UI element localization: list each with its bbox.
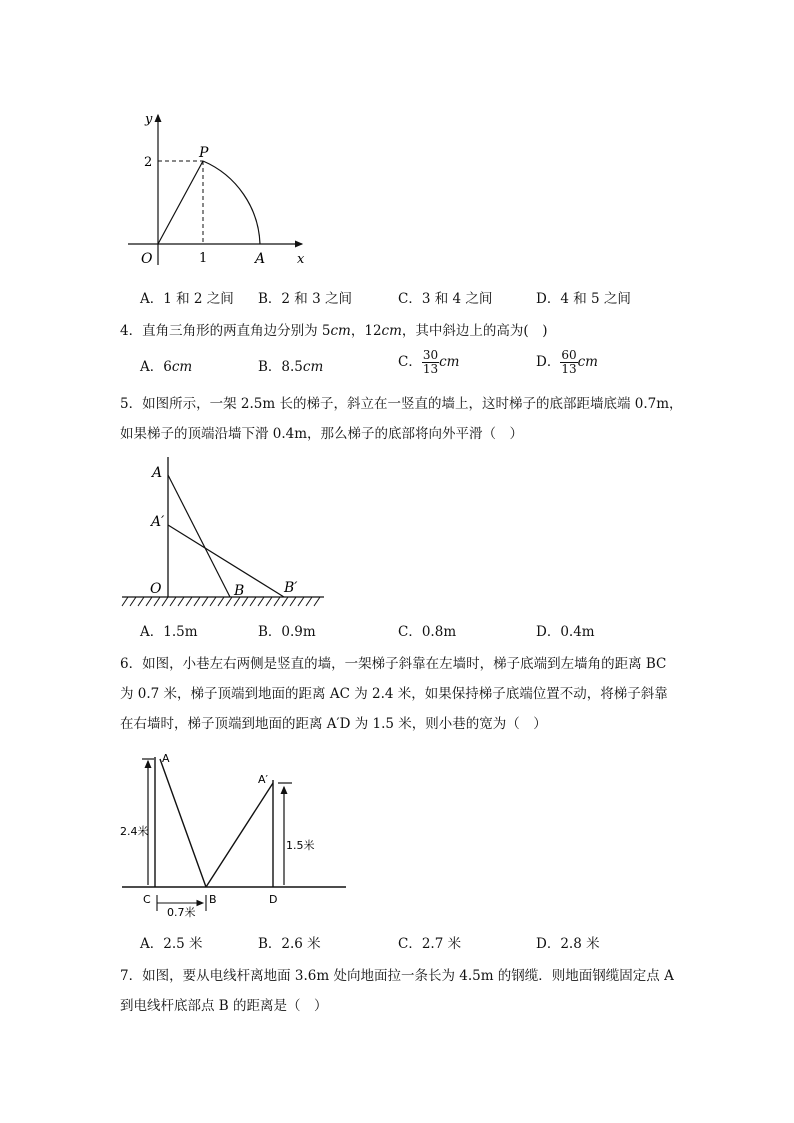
fraction: $\frac{30}{13}$ — [422, 348, 439, 376]
q5-stem-line-1: 5．如图所示，一架 2.5m 长的梯子，斜立在一竖直的墙上，这时梯子的底部距墙底端 0.7m， — [120, 396, 683, 412]
q4-option-d[interactable]: D． $\frac{60}{13}$ cm — [536, 348, 598, 376]
label-o: O — [150, 581, 162, 597]
ladder-slide-figure — [118, 455, 333, 615]
q7-stem-line-2: 到电线杆底部点 B 的距离是（ ） — [120, 998, 328, 1014]
label-d: D — [269, 893, 278, 906]
label-a: A — [152, 465, 163, 481]
ground-hatching — [122, 597, 320, 606]
segment-op — [158, 161, 203, 244]
label-a: A — [162, 752, 170, 765]
origin-label: O — [141, 251, 153, 267]
q5-option-a[interactable]: A．1.5m — [140, 624, 198, 640]
q3-option-c[interactable]: C．3 和 4 之间 — [398, 291, 493, 307]
arc-pa — [203, 161, 260, 244]
ladder-ab — [168, 475, 230, 597]
label-bc-length: 0.7米 — [167, 906, 196, 919]
label-b: B — [209, 893, 217, 906]
ladder-left — [160, 759, 206, 887]
q6-option-a[interactable]: A．2.5 米 — [140, 936, 203, 952]
q6-option-d[interactable]: D．2.8 米 — [536, 936, 600, 952]
tick-y-label: 2 — [144, 155, 153, 170]
ladder-right — [206, 783, 273, 887]
label-b-prime: B′ — [284, 580, 298, 596]
q3-option-d[interactable]: D．4 和 5 之间 — [536, 291, 631, 307]
q5-stem-line-2: 如果梯子的顶端沿墙下滑 0.4m，那么梯子的底部将向外平滑（ ） — [120, 426, 524, 442]
alley-ladder-figure — [120, 745, 350, 920]
label-b: B — [234, 583, 245, 599]
q3-option-a[interactable]: A．1 和 2 之间 — [140, 291, 234, 307]
q5-option-c[interactable]: C．0.8m — [398, 624, 457, 640]
q5-option-b[interactable]: B．0.9m — [258, 624, 316, 640]
label-ac-length: 2.4米 — [120, 825, 149, 838]
label-a-prime: A′ — [151, 514, 165, 530]
q6-option-b[interactable]: B．2.6 米 — [258, 936, 321, 952]
tick-x-label: 1 — [199, 251, 208, 266]
label-a-prime: A′ — [258, 773, 269, 786]
label-c: C — [143, 893, 151, 906]
y-label: y — [145, 112, 153, 127]
fraction: $\frac{60}{13}$ — [561, 348, 577, 376]
q5-option-d[interactable]: D．0.4m — [536, 624, 595, 640]
q3-option-b[interactable]: B．2 和 3 之间 — [258, 291, 352, 307]
q6-option-c[interactable]: C．2.7 米 — [398, 936, 462, 952]
q4-option-a[interactable]: A．6cm — [140, 359, 193, 375]
q6-stem-line-1: 6．如图，小巷左右两侧是竖直的墙，一架梯子斜靠在左墙时，梯子底端到左墙角的距离 BC — [120, 656, 667, 672]
label-ad-length: 1.5米 — [286, 839, 315, 852]
q4-stem: 4．直角三角形的两直角边分别为 5cm，12cm，其中斜边上的高为( ) — [120, 323, 548, 339]
ladder-a-prime-b-prime — [168, 525, 284, 597]
q4-option-c[interactable]: C． $\frac{30}{13}$ cm — [398, 348, 460, 376]
coordinate-figure — [125, 105, 315, 270]
q6-stem-line-2: 为 0.7 米，梯子顶端到地面的距离 AC 为 2.4 米，如果保持梯子底端位置不动，将梯子斜靠 — [120, 686, 668, 702]
q4-option-b[interactable]: B．8.5cm — [258, 359, 324, 375]
q7-stem-line-1: 7．如图，要从电线杆离地面 3.6m 处向地面拉一条长为 4.5m 的钢缆．则地面钢缆固定点 A — [120, 968, 674, 984]
x-label: x — [297, 252, 305, 267]
point-p-label: P — [199, 145, 209, 161]
q6-stem-line-3: 在右墙时，梯子顶端到地面的距离 A′D 为 1.5 米，则小巷的宽为（ ） — [120, 716, 547, 732]
point-a-label: A — [255, 251, 266, 267]
